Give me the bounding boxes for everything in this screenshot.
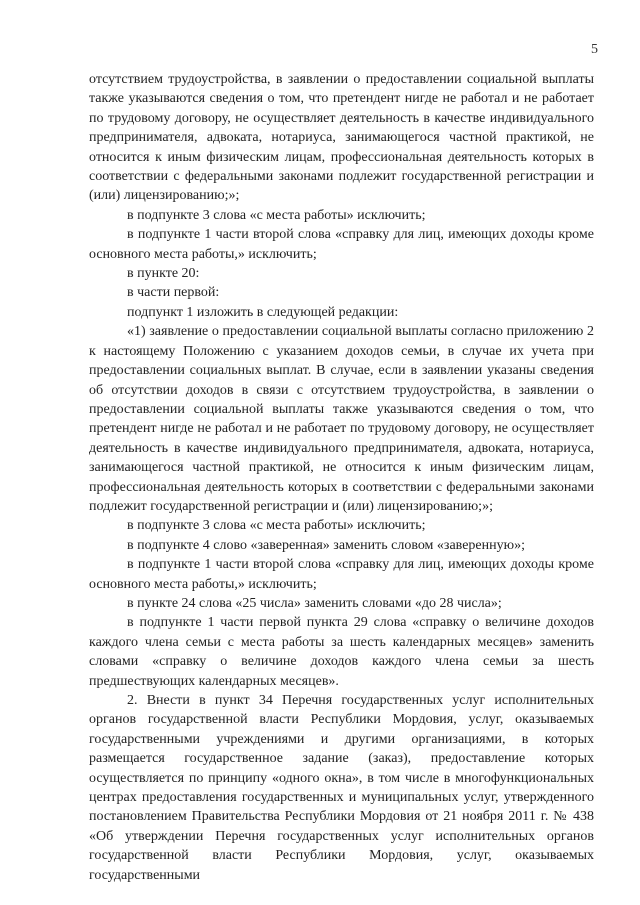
paragraph: в подпункте 1 части первой пункта 29 слова «справку о величине доходов каждого члена семьи с места работы за шесть календарных месяцев» заменить словами «справку о величине доходов каждого члена семьи за шесть предшествующих календарных месяцев». [89,615,594,689]
paragraph: в подпункте 1 части второй слова «справку для лиц, имеющих доходы кроме основного места работы,» исключить; [89,557,594,592]
paragraph: 2. Внести в пункт 34 Перечня государственных услуг исполнительных органов государственной власти Республики Мордовия, услуг, оказываемых государственными учреждениями и другими организациями, в которых размещается государственное задание (заказ), предоставление которых осуществляется по принципу «одного окна», в том числе в многофункциональных центрах предоставления государственных и муниципальных услуг, утвержденного постановлением Правительства Республики Мордовия от 21 ноября 2011 г. № 438 «Об утверждении Перечня государственных услуг исполнительных органов государственной власти Республики Мордовия, услуг, оказываемых государственными [89,693,594,883]
paragraph: в подпункте 4 слово «заверенная» заменить словом «заверенную»; [127,537,525,553]
document-body [89,70,594,885]
paragraph: в подпункте 3 слова «с места работы» исключить; [127,207,426,223]
paragraph: «1) заявление о предоставлении социальной выплаты согласно приложению 2 к настоящему Положению с указанием доходов семьи, в случае их учета при предоставлении социальных выплат. В случае, если в заявлении указаны сведения об отсутствии доходов в связи с отсутствием трудоустройства, в заявлении о предоставлении социальной выплаты также указываются сведения о том, что претендент нигде не работал и не работает по трудовому договору, не осуществляет деятельность в качестве индивидуального предпринимателя, адвоката, нотариуса, занимающегося частной практикой, не относится к иным физическим лицам, профессиональная деятельность которых в соответствии с федеральными законами подлежит государственной регистрации и (или) лицензированию;»; [89,324,594,514]
page-number: 5 [591,42,598,57]
paragraph: в подпункте 3 слова «с места работы» исключить; [127,518,426,534]
paragraph: в подпункте 1 части второй слова «справку для лиц, имеющих доходы кроме основного места работы,» исключить; [89,227,594,262]
paragraph: в пункте 24 слова «25 числа» заменить словами «до 28 числа»; [127,595,502,611]
paragraph: отсутствием трудоустройства, в заявлении о предоставлении социальной выплаты также указываются сведения о том, что претендент нигде не работал и не работает по трудовому договору, не осуществляет деятельность в качестве индивидуального предпринимателя, адвоката, нотариуса, занимающегося частной практикой, не относится к иным физическим лицам, профессиональная деятельность которых в соответствии с федеральными законами подлежит государственной регистрации и (или) лицензированию;»; [89,72,594,204]
paragraph: подпункт 1 изложить в следующей редакции: [127,304,399,320]
paragraph: в пункте 20: [127,266,200,282]
paragraph: в части первой: [127,285,220,301]
